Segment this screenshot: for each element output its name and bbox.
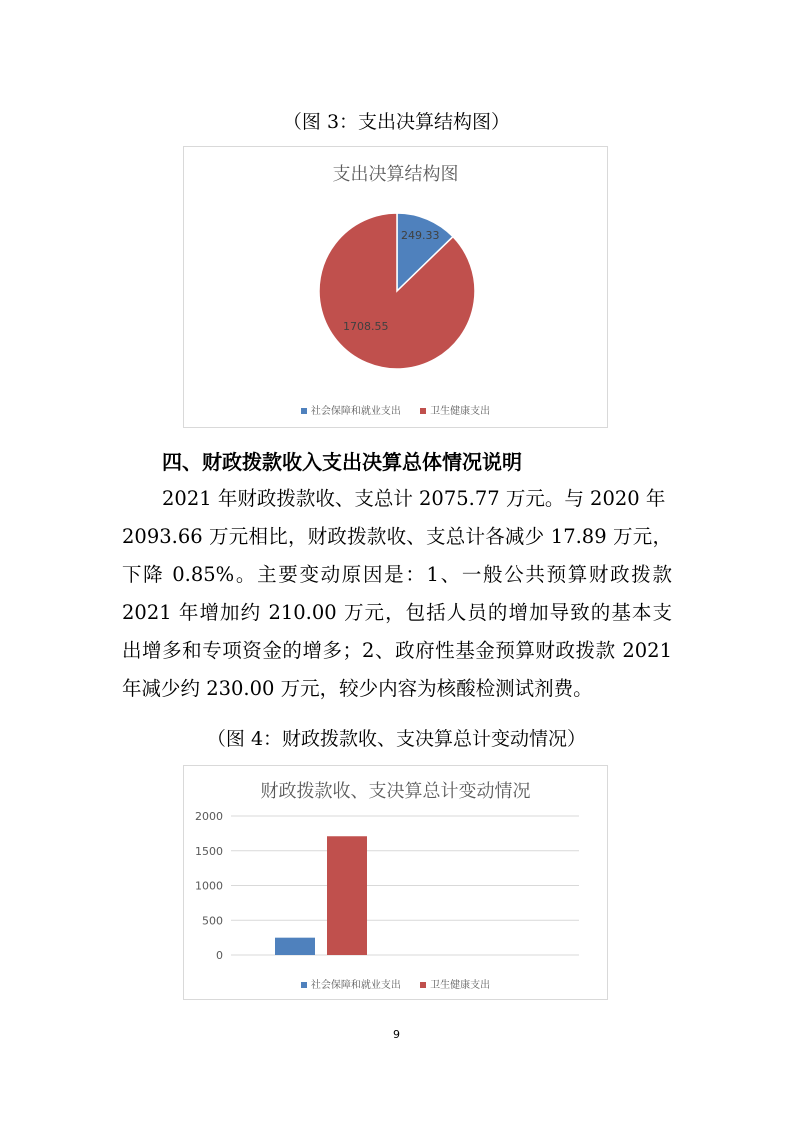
bar-y-tick-label: 2000 [195,810,223,823]
pie-legend [184,402,607,417]
bar-chart-svg [184,766,607,999]
pie-legend-item-social-security [301,402,401,417]
pie-chart-svg [184,147,607,427]
paragraph-line: 2021 年增加约 210.00 万元，包括人员的增加导致的基本支 [122,601,672,624]
bar-y-axis [195,810,223,962]
pie-legend-label-social-security: 社会保障和就业支出 [310,406,401,417]
legend-swatch [301,408,307,414]
bar-chart [183,765,608,1000]
legend-swatch [420,982,426,988]
pie-data-label-social-security: 249.33 [401,229,440,242]
legend-swatch [301,982,307,988]
bar-legend [184,976,607,991]
pie-chart [183,146,608,428]
paragraph-line: 年减少约 230.00 万元，较少内容为核酸检测试剂费。 [122,677,593,700]
bar-y-tick-label: 1000 [195,879,223,893]
paragraph-line: 2021 年财政拨款收、支总计 2075.77 万元。与 2020 年 [162,487,666,510]
bar-legend-item-health [420,976,490,991]
fig3-caption: （图 3：支出决算结构图） [282,111,511,133]
section-heading: 四、财政拨款收入支出决算总体情况说明 [162,450,522,474]
legend-swatch [420,408,426,414]
bar-y-tick-label: 500 [202,914,223,928]
bar-social-security [275,938,315,955]
paragraph-line: 2093.66 万元相比，财政拨款收、支总计各减少 17.89 万元， [122,525,672,548]
pie-data-label-health: 1708.55 [343,320,389,333]
fig4-caption: （图 4：财政拨款收、支决算总计变动情况） [206,728,587,750]
paragraph-line: 下降 0.85%。主要变动原因是：1、一般公共预算财政拨款 [122,563,672,586]
bar-y-tick-label: 1500 [195,844,223,858]
bar-legend-label-health: 卫生健康支出 [430,980,491,991]
bar-legend-item-social-security [301,976,401,991]
bar-legend-label-social-security: 社会保障和就业支出 [310,980,401,991]
page-number: 9 [393,1028,400,1041]
pie-legend-label-health: 卫生健康支出 [430,406,491,417]
bar-chart-title: 财政拨款收、支决算总计变动情况 [260,781,531,802]
paragraph-line: 出增多和专项资金的增多；2、政府性基金预算财政拨款 2021 [122,639,672,662]
bar-gridlines [231,816,579,955]
pie-legend-item-health [420,402,490,417]
pie-chart-title: 支出决算结构图 [332,164,459,185]
bar-health [327,836,367,955]
bar-y-tick-label: 0 [216,949,223,962]
